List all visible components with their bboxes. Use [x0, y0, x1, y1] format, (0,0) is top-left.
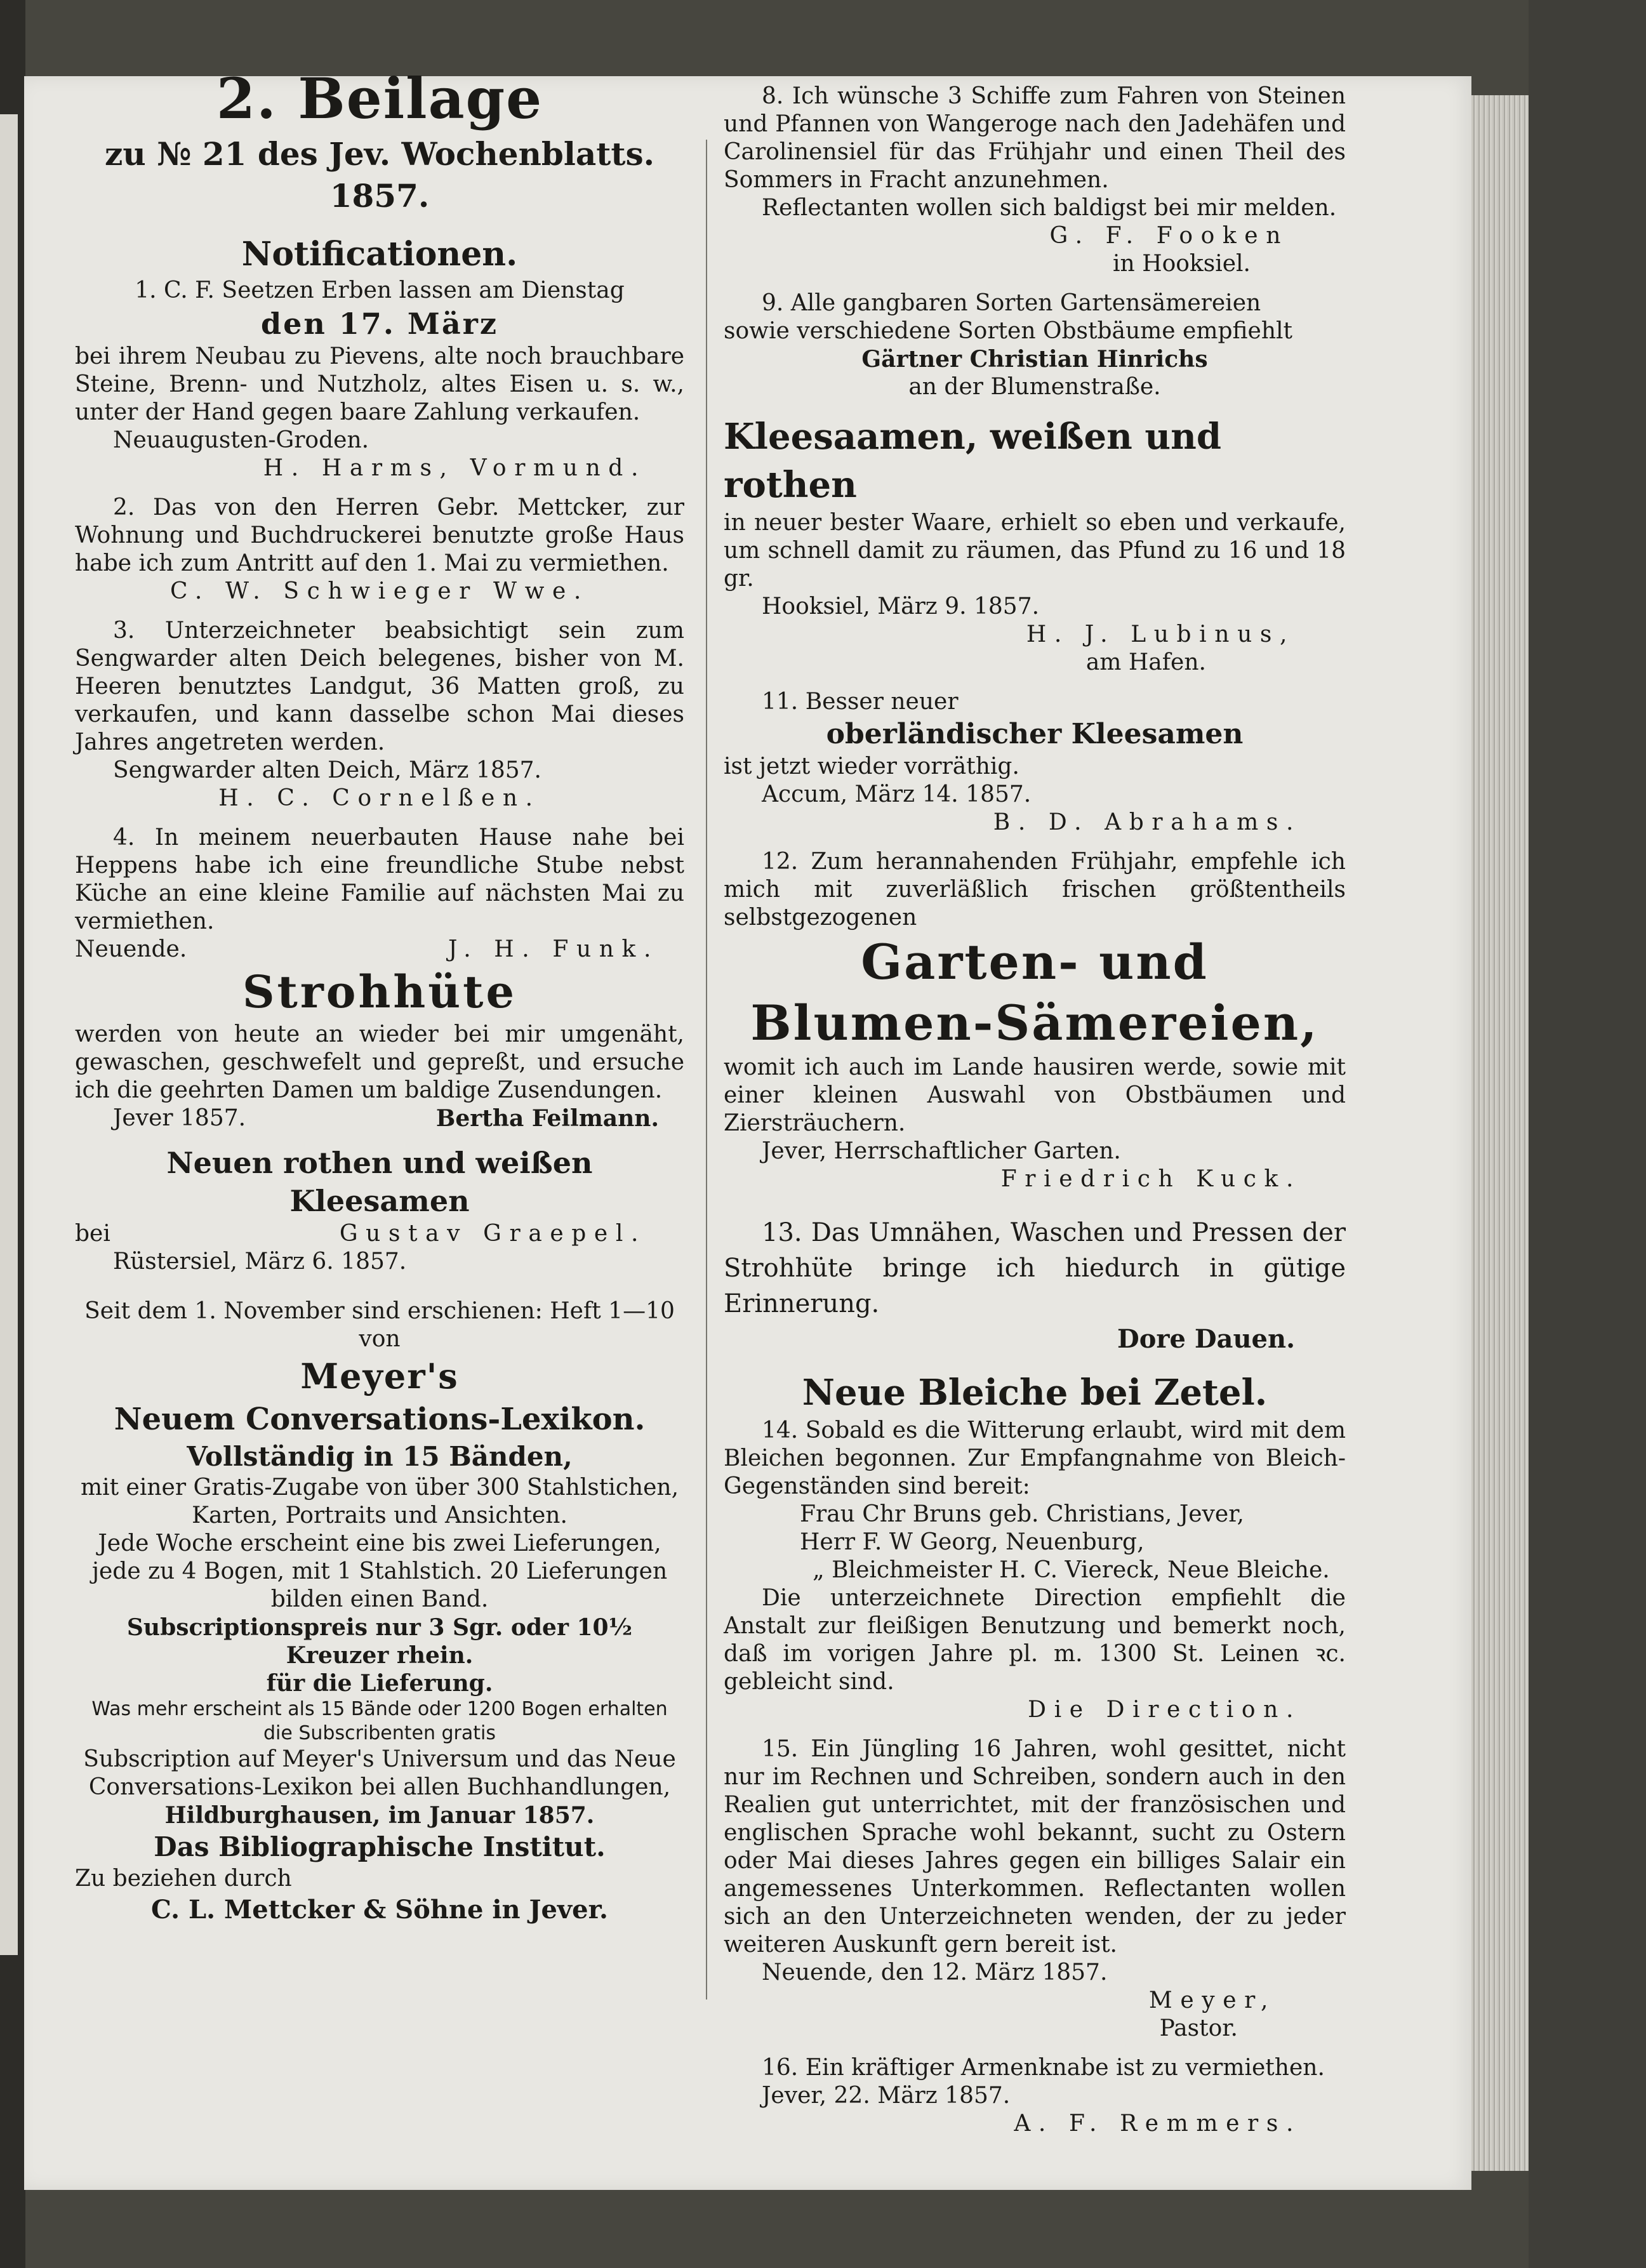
- notice-10-signature: H. J. Lubinus,: [1026, 621, 1295, 647]
- meyer-gratis: mit einer Gratis-Zugabe von über 300 Stahlstichen,: [80, 1475, 679, 1501]
- kleesamen-name: Gustav Graepel.: [339, 1221, 646, 1247]
- notice-8-signature: G. F. Fooken: [1049, 223, 1289, 249]
- meyer-title: Neuem Conversations-Lexikon.: [114, 1402, 646, 1437]
- notice-1-text: bei ihrem Neubau zu Pievens, alte noch brauchbare Steine, Brenn- und Nutzholz, altes Eisen u. s. w., unter der Hand gegen baare Zahlung verkaufen.: [75, 343, 684, 425]
- notice-14-person-1: Frau Chr Bruns geb. Christians, Jever,: [800, 1501, 1244, 1527]
- notice-10-place: Hooksiel, März 9. 1857.: [762, 594, 1040, 620]
- meyer-place: Hildburghausen, im Januar 1857.: [164, 1802, 595, 1829]
- notice-12-big-1: Garten- und: [861, 934, 1209, 990]
- notice-10-text: in neuer bester Waare, erhielt so eben und verkaufe, um schnell damit zu räumen, das Pfund zu 16 und 18 gr.: [724, 510, 1346, 592]
- strohhuete-signature: Bertha Feilmann.: [435, 1105, 659, 1132]
- meyer-price: Subscriptionspreis nur 3 Sgr. oder 10½ Kreuzer rhein.: [126, 1614, 633, 1669]
- notice-8-text: 8. Ich wünsche 3 Schiffe zum Fahren von Steinen und Pfannen von Wangeroge nach den Jadehäfen und Carolinensiel für das Frühjahr und einen Theil des Sommers in Fracht anzunehmen.: [724, 83, 1346, 193]
- notice-12-big-2: Blumen-Sämereien,: [750, 995, 1319, 1051]
- notice-12: [724, 848, 1346, 1193]
- notice-13-signature: Dore Dauen.: [1117, 1324, 1295, 1354]
- notice-3-place: Sengwarder alten Deich, März 1857.: [113, 757, 541, 783]
- meyer-ad: [75, 1297, 684, 1927]
- meyer-dealer: C. L. Mettcker & Söhne in Jever.: [151, 1895, 608, 1925]
- column-divider: [706, 140, 707, 1999]
- notice-3-text: 3. Unterzeichneter beabsichtigt sein zum Sengwarder alten Deich belegenes, bisher von M. Heeren benutztes Landgut, 36 Matten groß, zu verkaufen, und kann dasselbe schon Mai dieses Jahres angetreten werden.: [75, 618, 684, 755]
- notice-15-place: Neuende, den 12. März 1857.: [762, 1960, 1108, 1986]
- notice-8-place: in Hooksiel.: [1113, 251, 1251, 277]
- notice-10-title: Kleesaamen, weißen und rothen: [724, 416, 1221, 506]
- meyer-name: Meyer's: [300, 1356, 459, 1396]
- meyer-price-unit: für die Lieferung.: [266, 1670, 493, 1697]
- kleesamen-ad: [75, 1144, 684, 1276]
- notice-4-place: Neuende.: [75, 936, 187, 962]
- strohhuete-text: werden von heute an wieder bei mir umgenäht, gewaschen, geschwefelt und gepreßt, und ersuche ich die geehrten Damen um baldige Zusendungen.: [75, 1021, 684, 1103]
- right-column: [724, 83, 1346, 2138]
- section-heading: Notificationen.: [241, 235, 518, 274]
- notice-4-signature: J. H. Funk.: [448, 936, 659, 962]
- meyer-institute: Das Bibliographische Institut.: [154, 1831, 606, 1862]
- strohhuete-place: Jever 1857.: [113, 1105, 246, 1131]
- strohhuete-title: Strohhüte: [242, 965, 517, 1018]
- notice-1: [75, 277, 684, 482]
- notice-16-signature: A. F. Remmers.: [1014, 2111, 1301, 2137]
- notice-15-signature-2: Pastor.: [1159, 2015, 1238, 2041]
- notice-4: [75, 824, 684, 964]
- page-stack-edge: [1471, 95, 1529, 2171]
- notice-3: [75, 617, 684, 812]
- notice-2: [75, 494, 684, 606]
- meyer-note-2: die Subscribenten gratis: [263, 1722, 496, 1744]
- notice-16-text: 16. Ein kräftiger Armenknabe ist zu vermiethen.: [762, 2055, 1325, 2081]
- notice-12-signature: Friedrich Kuck.: [1000, 1166, 1301, 1192]
- notice-8: [724, 83, 1346, 278]
- notice-15-signature: Meyer,: [1148, 1987, 1276, 2013]
- meyer-intro: Seit dem 1. November sind erschienen: Heft 1—10 von: [84, 1298, 675, 1352]
- notice-9-line-2: sowie verschiedene Sorten Obstbäume empfiehlt: [724, 318, 1292, 344]
- notice-11: [724, 688, 1346, 837]
- notice-14: [724, 1369, 1346, 1724]
- meyer-karten: Karten, Portraits und Ansichten.: [192, 1502, 567, 1529]
- page-subtitle: zu № 21 des Jev. Wochenblatts. 1857.: [104, 135, 654, 215]
- notice-15-text: 15. Ein Jüngling 16 Jahren, wohl gesittet, nicht nur im Rechnen und Schreiben, sondern auch in den Realien gut unterrichtet, mit der französischen und englischen Sprache wohl bekannt, sucht zu Ostern oder Mai dieses Jahres gegen ein billiges Salair ein angemessenes Unterkommen. Reflectanten wollen sich an den Unterzeichneten wenden, der zu jeder weiteren Auskunft gern bereit ist.: [724, 1736, 1346, 1958]
- notice-11-signature: B. D. Abrahams.: [993, 809, 1301, 835]
- meyer-note-1: Was mehr erscheint als 15 Bände oder 1200 Bogen erhalten: [91, 1698, 668, 1720]
- meyer-subscription: Subscription auf Meyer's Universum und das Neue Conversations-Lexikon bei allen Buchhandlungen,: [83, 1746, 676, 1800]
- notice-14-person-2: Herr F. W Georg, Neuenburg,: [800, 1529, 1145, 1555]
- notice-16-place: Jever, 22. März 1857.: [762, 2083, 1011, 2109]
- notice-10: [724, 413, 1346, 677]
- notice-9-line-1: 9. Alle gangbaren Sorten Gartensämereien: [762, 290, 1261, 316]
- meyer-weekly: Jede Woche erscheint eine bis zwei Lieferungen, jede zu 4 Bogen, mit 1 Stahlstich. 20 Lieferungen bilden einen Band.: [91, 1530, 668, 1612]
- left-column: [75, 63, 684, 1927]
- notice-1-date: den 17. März: [260, 307, 498, 341]
- notice-14-text-2: Die unterzeichnete Direction empfiehlt die Anstalt zur fleißigen Benutzung und bemerkt noch, daß im vorigen Jahre pl. m. 1300 St. Leinen ꝛc. gebleicht sind.: [724, 1585, 1346, 1695]
- notice-2-text: 2. Das von den Herren Gebr. Mettcker, zur Wohnung und Buchdruckerei benutzte große Haus habe ich zum Antritt auf den 1. Mai zu vermiethen.: [75, 494, 684, 576]
- page-title: 2. Beilage: [216, 65, 543, 131]
- meyer-volumes: Vollständig in 15 Bänden,: [187, 1441, 573, 1472]
- kleesamen-title: Neuen rothen und weißen Kleesamen: [166, 1146, 593, 1218]
- kleesamen-bei: bei: [75, 1221, 110, 1247]
- notice-14-signature: Die Direction.: [1028, 1697, 1301, 1723]
- notice-9: [724, 289, 1346, 401]
- notice-13: [724, 1215, 1346, 1357]
- notice-1-line: 1. C. F. Seetzen Erben lassen am Dienstag: [135, 277, 625, 303]
- notice-11-line-2: ist jetzt wieder vorräthig.: [724, 753, 1019, 779]
- notice-14-text: 14. Sobald es die Witterung erlaubt, wird mit dem Bleichen begonnen. Zur Empfangnahme von Bleich-Gegenständen sind bereit:: [724, 1417, 1346, 1499]
- notice-8-text-2: Reflectanten wollen sich baldigst bei mir melden.: [762, 195, 1337, 221]
- strohhuete-ad: [75, 964, 684, 1132]
- notice-9-line-4: an der Blumenstraße.: [908, 374, 1161, 400]
- notice-12-place: Jever, Herrschaftlicher Garten.: [762, 1138, 1121, 1164]
- facing-page-edge: [0, 114, 18, 1955]
- notice-13-text: 13. Das Umnähen, Waschen und Pressen der Strohhüte bringe ich hiedurch in gütige Erinnerung.: [724, 1218, 1346, 1318]
- book-cover-right: [1529, 0, 1646, 2268]
- notice-14-title: Neue Bleiche bei Zetel.: [802, 1372, 1268, 1414]
- notice-1-signature: H. Harms, Vormund.: [263, 455, 646, 481]
- notice-2-signature: C. W. Schwieger Wwe.: [170, 578, 589, 604]
- notice-12-text-2: womit ich auch im Lande hausiren werde, sowie mit einer kleinen Auswahl von Obstbäumen und Ziersträuchern.: [724, 1054, 1346, 1136]
- notice-9-line-3: Gärtner Christian Hinrichs: [861, 346, 1208, 373]
- kleesamen-place: Rüstersiel, März 6. 1857.: [113, 1249, 407, 1275]
- notice-15: [724, 1735, 1346, 2043]
- notice-3-signature: H. C. Cornelßen.: [218, 785, 541, 811]
- notice-11-title: oberländischer Kleesamen: [826, 718, 1244, 750]
- notice-10-signature-2: am Hafen.: [1085, 649, 1206, 675]
- notice-12-text: 12. Zum herannahenden Frühjahr, empfehle ich mich mit zuverläßlich frischen größtentheils selbstgezogenen: [724, 849, 1346, 931]
- notice-14-person-3: „ Bleichmeister H. C. Viereck, Neue Bleiche.: [813, 1557, 1330, 1583]
- meyer-obtain: Zu beziehen durch: [75, 1866, 292, 1892]
- notice-16: [724, 2054, 1346, 2138]
- notice-11-line-1: 11. Besser neuer: [762, 689, 959, 715]
- notice-11-place: Accum, März 14. 1857.: [762, 781, 1032, 807]
- notice-4-text: 4. In meinem neuerbauten Hause nahe bei Heppens habe ich eine freundliche Stube nebst Küche an eine kleine Familie auf nächsten Mai zu vermiethen.: [75, 825, 684, 934]
- notice-1-place: Neuaugusten-Groden.: [113, 427, 369, 453]
